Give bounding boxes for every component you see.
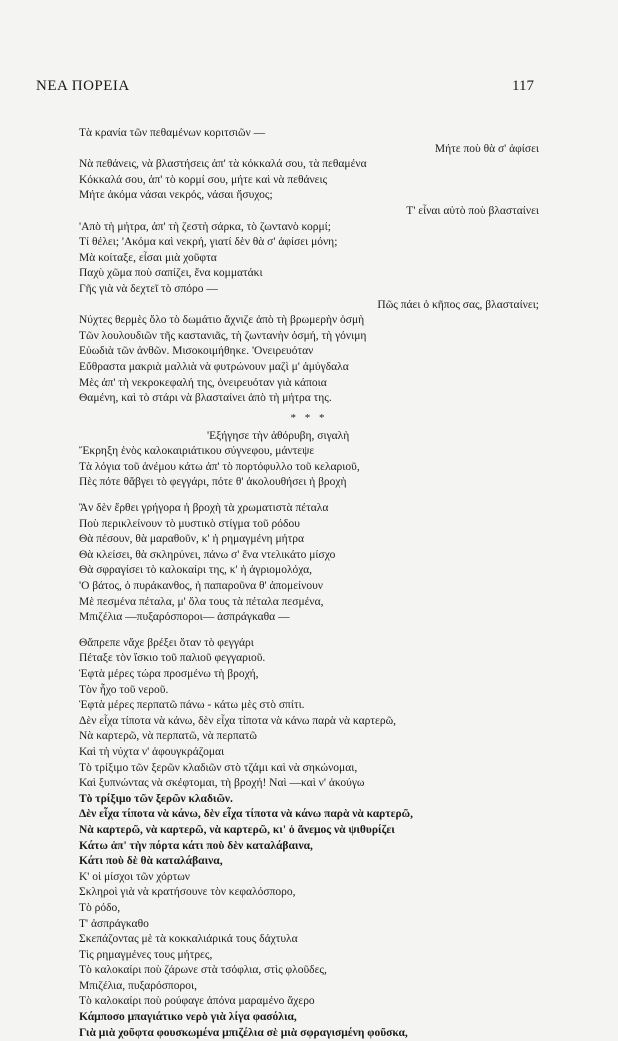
poem-line: Γιὰ μιὰ χοῦφτα φουσκωμένα μπιζέλια σὲ μιὰ σφραγισμένη φοῦσκα, xyxy=(79,1026,408,1039)
poem-line: 'Απὸ τὴ μήτρα, ἀπ' τὴ ζεστὴ σάρκα, τὸ ζωντανὸ κορμί; xyxy=(79,220,331,233)
poem-line: Κ' οἱ μίσχοι τῶν χόρτων xyxy=(79,870,190,883)
poem-line: Θὰ σφραγίσει τὸ καλοκαίρι της, κ' ἡ ἀγριομολόχα, xyxy=(79,564,313,577)
poem-line: Νὰ καρτερῶ, νὰ περπατῶ, νὰ περπατῶ xyxy=(79,730,257,743)
poem-line: Κάτω ἀπ' τὴν πόρτα κάτι ποὺ δὲν καταλάβαινα, xyxy=(79,839,313,852)
poem-line: Τ' ἀσπράγκαθο xyxy=(79,917,149,930)
poem-line: Θὰ πέσουν, θὰ μαραθοῦν, κ' ἡ ρημαγμένη μήτρα xyxy=(79,533,305,546)
poem-line: Μὲ πεσμένα πέταλα, μ' ὅλα τους τὰ πέταλα πεσμένα, xyxy=(79,595,324,608)
poem-line: 'Εξήγησε τὴν ἀθόρυβη, σιγαλὴ xyxy=(207,429,350,442)
poem-line: Τ' εἶναι αὐτὸ ποὺ βλασταίνει xyxy=(406,204,539,217)
poem-line: Ποὺ περικλείνουν τὸ μυστικὸ στίγμα τοῦ ρόδου xyxy=(79,517,300,530)
poem-line: Τὸ τρίξιμο τῶν ξερῶν κλαδιῶν. xyxy=(79,792,233,805)
poem-line: Παχὺ χῶμα ποὺ σαπίζει, ἕνα κομματάκι xyxy=(79,267,263,280)
poem-line: Ἔκρηξη ἑνὸς καλοκαιριάτικου σύγνεφου, μάντεψε xyxy=(79,445,315,458)
poem-line: Τῶν λουλουδιῶν τῆς καστανιᾶς, τὴ ζωντανὴν ὀσμή, τὴ γόνιμη xyxy=(79,329,367,342)
poem-line: Τί θέλει; 'Ακόμα καὶ νεκρή, γιατί δὲν θὰ σ' ἀφίσει μόνη; xyxy=(79,236,338,249)
poem-line: Θαμένη, καὶ τὸ στάρι νὰ βλασταίνει ἀπὸ τὴ μήτρα της. xyxy=(79,392,332,405)
poem-line: Τὸ καλοκαίρι ποὺ ρούφαγε ἀπόνα μαραμένο ἄχερο xyxy=(79,995,315,1008)
poem-line: Μήτε ποὺ θὰ σ' ἀφίσει xyxy=(434,142,539,155)
poem-line: Κάτι ποὺ δὲ θὰ καταλάβαινα, xyxy=(79,855,223,868)
poem-line: 'Ο βάτος, ὁ πυράκανθος, ἡ παπαροῦνα θ' ἀπομείνουν xyxy=(79,580,323,593)
poem-line: Δὲν εἶχα τίποτα νὰ κάνω, δὲν εἶχα τίποτα νὰ κάνω παρὰ νὰ καρτερῶ, xyxy=(79,808,413,821)
poem-line: Τὸ ρόδο, xyxy=(79,901,121,914)
journal-title: ΝΕΑ ΠΟΡΕΙΑ xyxy=(36,78,130,94)
section-separator: * * * xyxy=(290,411,328,424)
poem-line: Κόκκαλά σου, ἀπ' τὸ κορμί σου, μήτε καὶ νὰ πεθάνεις xyxy=(79,173,328,186)
poem-line: Τὸ τρίξιμο τῶν ξερῶν κλαδιῶν στὸ τζάμι καὶ νὰ σηκώνομαι, xyxy=(79,761,358,774)
poem-line: Πέταξε τὸν ἴσκιο τοῦ παλιοῦ φεγγαριοῦ. xyxy=(79,652,266,665)
poem-line: Μήτε ἀκόμα νάσαι νεκρός, νάσαι ἥσυχος; xyxy=(79,189,273,202)
poem-line: Δὲν εἶχα τίποτα νὰ κάνω, δὲν εἶχα τίποτα νὰ κάνω παρὰ νὰ καρτερῶ, xyxy=(79,714,397,727)
poem-line: Μπιζέλια —πυξαρόσποροι— ἀσπράγκαθα — xyxy=(79,611,290,624)
poem-line: Νὰ καρτερῶ, νὰ καρτερῶ, νὰ καρτερῶ, κι' ὁ ἄνεμος νὰ ψιθυρίζει xyxy=(79,823,395,836)
poem-line: Ἑφτὰ μέρες τώρα προσμένω τὴ βροχή, xyxy=(79,668,259,680)
poem-body xyxy=(79,126,539,1041)
poem-line: Σκληροὶ γιὰ νὰ κρατήσουνε τὸν κεφαλόσπορο, xyxy=(79,886,296,899)
poem-line: Τὶς ρημαγμένες τους μήτρες, xyxy=(79,948,213,961)
poem-line: Μὲς ἀπ' τὴ νεκροκεφαλή της, ὀνειρευόταν γιὰ κάποια xyxy=(79,376,327,389)
page-header xyxy=(36,78,534,95)
poem-line: Κάμποσο μπαγιάτικο νερὸ γιὰ λίγα φασόλια, xyxy=(79,1011,297,1024)
poem-line: Ἑφτὰ μέρες περπατῶ πάνω - κάτω μὲς στὸ σπίτι. xyxy=(79,699,305,712)
poem-line: Θἄπρεπε νἄχε βρέξει ὅταν τὸ φεγγάρι xyxy=(79,636,254,649)
poem-line: Σκεπάζοντας μὲ τὰ κοκκαλιάρικά τους δάχτυλα xyxy=(79,933,298,946)
poem-line: Ἂν δὲν ἔρθει γρήγορα ἡ βροχὴ τὰ χρωματιστὰ πέταλα xyxy=(79,502,329,515)
poem-line: Πῶς πάει ὁ κῆπος σας, βλασταίνει; xyxy=(377,298,539,311)
poem-line: Γῆς γιὰ νὰ δεχτεῖ τὸ σπόρο — xyxy=(79,282,218,295)
poem-line: Εὐωδιὰ τῶν ἀνθῶν. Μισοκοιμήθηκε. 'Ονειρευόταν xyxy=(79,345,314,358)
poem-line: Τὸ καλοκαίρι ποὺ ζάρωνε στὰ τσόφλια, στὶς φλοῦδες, xyxy=(79,964,327,977)
poem-line: Νύχτες θερμὲς ὅλο τὸ δωμάτιο ἄχνιζε ἀπὸ τὴ βρωμερὴν ὀσμὴ xyxy=(79,314,365,327)
poem-line: Θὰ κλείσει, θὰ σκληρύνει, πάνω σ' ἕνα ντελικάτο μίσχο xyxy=(79,548,336,561)
poem-line: Νὰ πεθάνεις, νὰ βλαστήσεις ἀπ' τὰ κόκκαλά σου, τὰ πεθαμένα xyxy=(79,158,367,171)
poem-line: Τὸν ἦχο τοῦ νεροῦ. xyxy=(79,683,169,696)
poem-line: Τὰ κρανία τῶν πεθαμένων κοριτσιῶν — xyxy=(79,127,266,139)
poem-line: Εὔθραστα μακριὰ μαλλιὰ νὰ φυτρώνουν μαζὶ μ' ἀμύγδαλα xyxy=(79,360,349,373)
poem-line: Τὰ λόγια τοῦ ἀνέμου κάτω ἀπ' τὸ πορτόφυλλο τοῦ κελαριοῦ, xyxy=(79,460,360,473)
poem-line: Μὰ κοίταξε, εἶσαι μιὰ χοῦφτα xyxy=(79,251,217,264)
page-number: 117 xyxy=(512,78,534,94)
poem-line: Καὶ ξυπνώντας νὰ σκέφτομαι, τὴ βροχή! Ναὶ —καὶ ν' ἀκούγω xyxy=(79,777,365,790)
poem-line: Μπιζέλια, πυξαρόσποροι, xyxy=(79,979,197,992)
poem-line: Πὲς πότε θἄβγει τὸ φεγγάρι, πότε θ' ἀκολουθήσει ἡ βροχὴ xyxy=(79,476,347,489)
poem-line: Καὶ τὴ νύχτα ν' ἀφουγκράζομαι xyxy=(79,745,225,758)
